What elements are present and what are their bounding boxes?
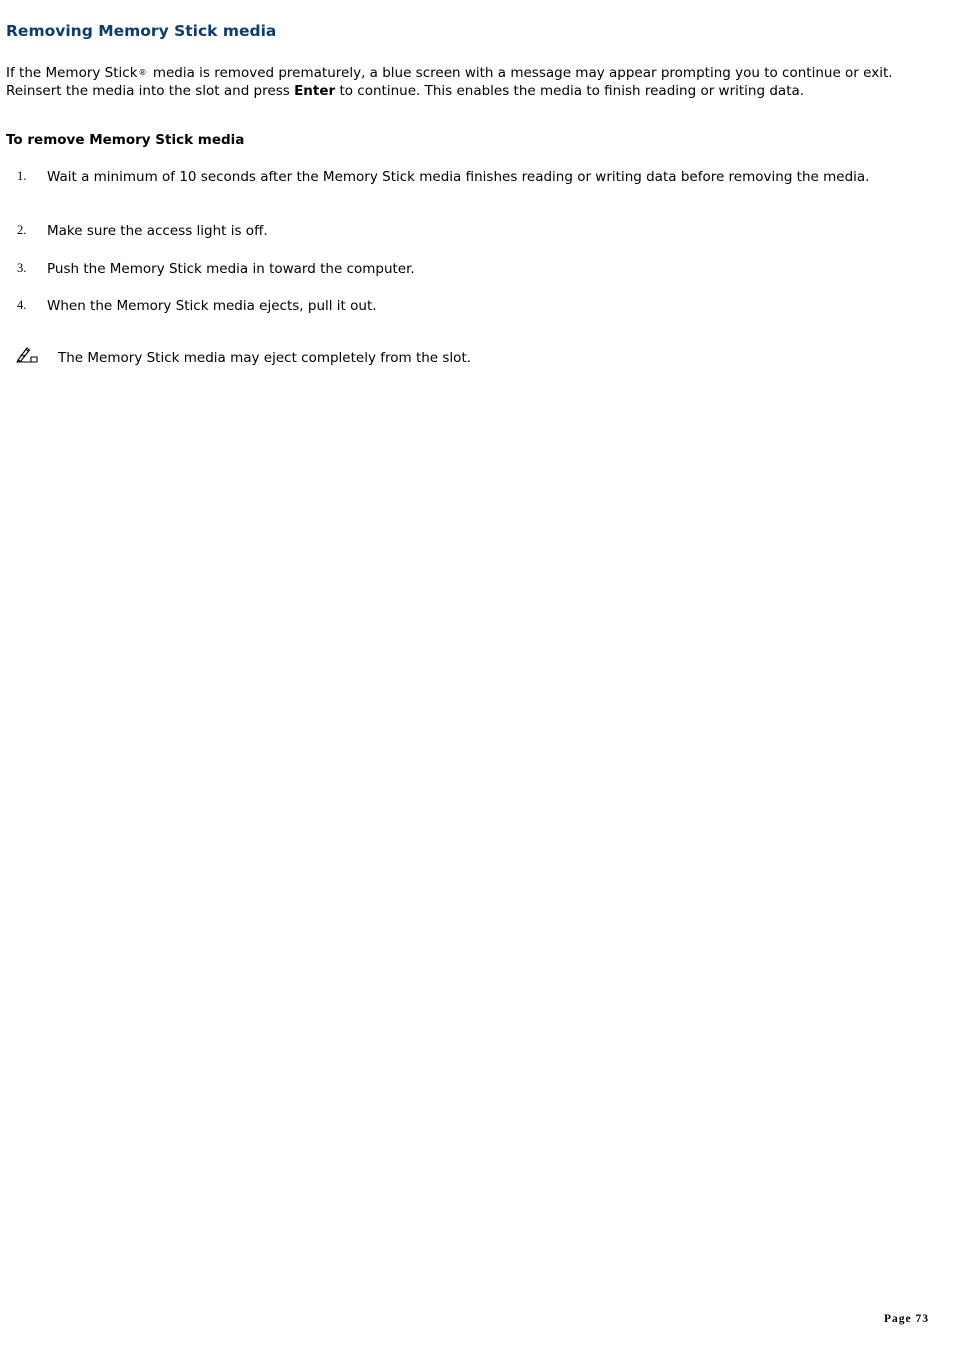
step-number: 4.	[17, 298, 27, 312]
intro-text-part2: media is removed prematurely, a blue screen with a message may appear prompting you to continue or exit. Reinsert the media into the slot and press	[6, 65, 893, 99]
enter-key-label: Enter	[294, 82, 336, 99]
intro-text-part3: to continue. This enables the media to finish reading or writing data.	[335, 82, 805, 99]
step-text: Make sure the access light is off.	[47, 223, 268, 239]
intro-text-part1: If the Memory Stick	[6, 65, 138, 81]
step-number: 1.	[17, 169, 27, 183]
step-number: 3.	[17, 261, 27, 275]
step-text: Wait a minimum of 10 seconds after the Memory Stick media finishes reading or writing data before removing the media.	[47, 169, 870, 185]
registered-mark: ®	[138, 68, 147, 77]
page-title: Removing Memory Stick media	[6, 22, 277, 40]
step-text: Push the Memory Stick media in toward the computer.	[47, 261, 415, 277]
procedure-heading: To remove Memory Stick media	[6, 132, 245, 148]
note-text: The Memory Stick media may eject completely from the slot.	[58, 350, 472, 366]
page-number: Page 73	[883, 1313, 929, 1325]
step-text: When the Memory Stick media ejects, pull it out.	[47, 298, 377, 314]
note-pen-icon	[15, 345, 39, 365]
intro-paragraph	[6, 64, 951, 100]
step-number: 2.	[17, 223, 27, 237]
